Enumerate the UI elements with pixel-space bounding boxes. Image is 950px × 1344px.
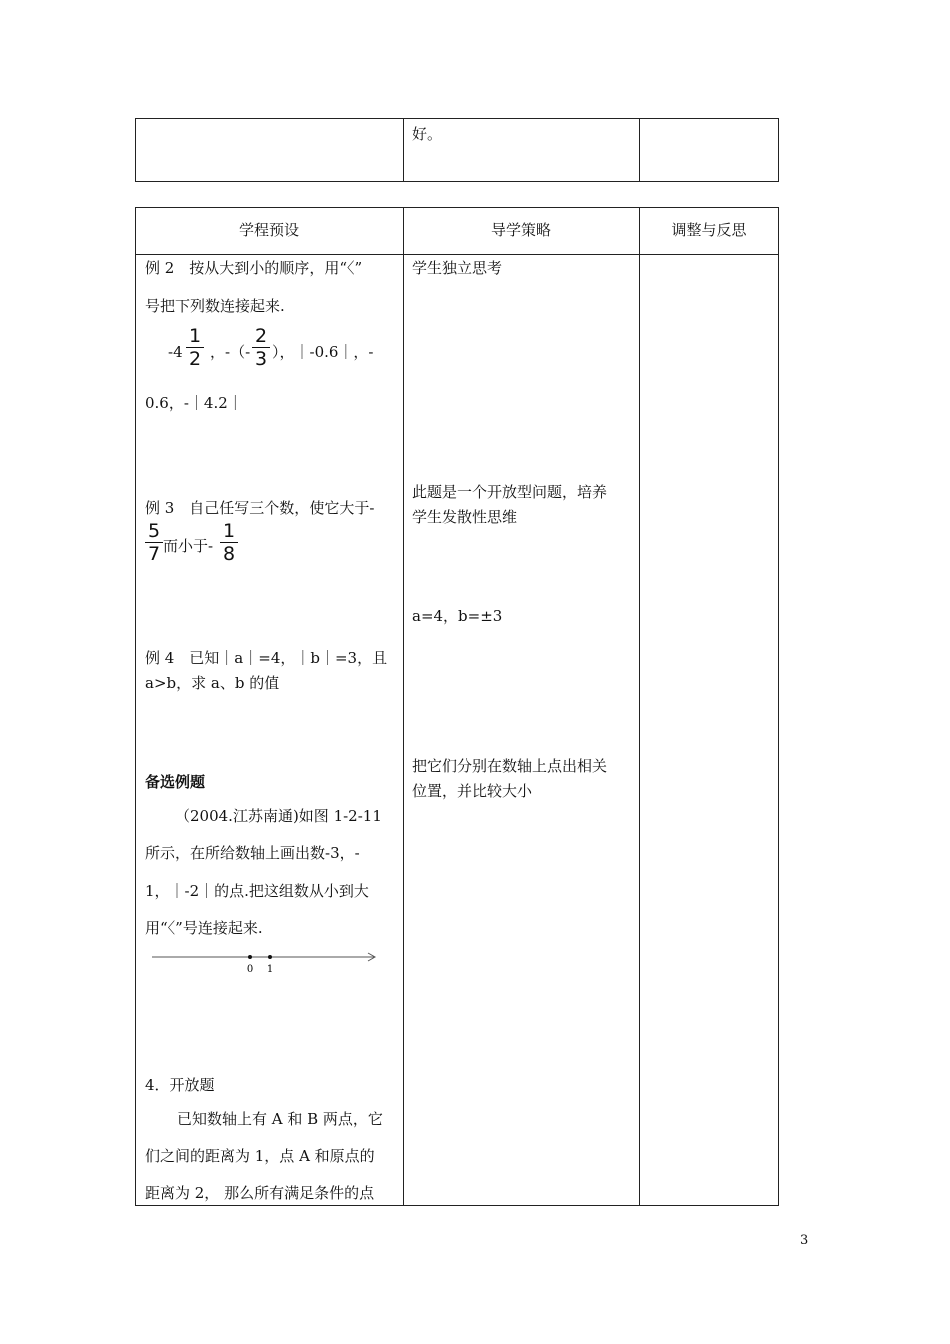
backup-line-4: 用“〈”号连接起来.	[145, 919, 263, 937]
example-2-line-2: 号把下列数连接起来.	[145, 297, 285, 315]
main-table-divider-1	[403, 207, 404, 1206]
main-table-divider-2	[639, 207, 640, 1206]
strategy-4-line-2: 位置，并比较大小	[412, 782, 533, 800]
open-question-title: 4．开放题	[145, 1076, 215, 1094]
header-bottom-line	[135, 254, 779, 255]
fraction-denominator: 8	[222, 543, 236, 565]
fraction-denominator: 2	[188, 348, 202, 370]
backup-line-2: 所示，在所给数轴上画出数-3，-	[145, 844, 360, 862]
top-table-divider-2	[639, 118, 640, 182]
top-table-divider-1	[403, 118, 404, 182]
example-4-line-2: a>b，求 a、b 的值	[145, 674, 280, 692]
fraction-two-thirds	[252, 326, 270, 369]
strategy-3: a=4，b=±3	[412, 607, 503, 625]
fraction-one-half	[186, 326, 204, 369]
header-col2: 导学策略	[490, 221, 551, 239]
top-table-col2-text: 好。	[412, 125, 443, 143]
number-line-point-0	[248, 955, 252, 959]
strategy-2-line-2: 学生发散性思维	[412, 508, 518, 526]
backup-line-1: （2004.江苏南通)如图 1-2-11	[175, 807, 382, 825]
open-question-line-1: 已知数轴上有 A 和 B 两点，它	[177, 1110, 383, 1128]
backup-line-3: 1，｜-2｜的点.把这组数从小到大	[145, 882, 369, 900]
number-line-point-1	[268, 955, 272, 959]
number-line-label-0: 0	[246, 964, 254, 975]
page-number: 3	[800, 1233, 809, 1248]
example-3-line-1: 例 3 自己任写三个数，使它大于-	[145, 499, 375, 517]
fraction-five-sevenths	[145, 521, 163, 564]
number-line-figure	[150, 948, 382, 976]
fraction-denominator: 7	[147, 543, 161, 565]
fraction-one-eighth	[220, 521, 238, 564]
fraction-numerator: 2	[254, 325, 268, 347]
strategy-1: 学生独立思考	[412, 259, 503, 277]
header-col3: 调整与反思	[671, 221, 747, 239]
example-2-line-3a: -4	[168, 343, 183, 361]
example-4-line-1: 例 4 已知｜a｜=4，｜b｜=3，且	[145, 649, 388, 667]
fraction-numerator: 1	[222, 520, 236, 542]
example-2-line-4: 0.6，-｜4.2｜	[145, 394, 243, 412]
example-2-line-1: 例 2 按从大到小的顺序，用“〈”	[145, 259, 363, 277]
header-col1: 学程预设	[238, 221, 299, 239]
example-2-line-3b: ，-（-	[210, 343, 251, 361]
fraction-numerator: 5	[147, 520, 161, 542]
fraction-denominator: 3	[254, 348, 268, 370]
number-line-label-1: 1	[266, 964, 274, 975]
top-table	[135, 118, 779, 182]
strategy-2-line-1: 此题是一个开放型问题，培养	[412, 483, 608, 501]
example-3-mid-text: 而小于-	[163, 537, 214, 555]
backup-examples-title: 备选例题	[145, 773, 206, 791]
strategy-4-line-1: 把它们分别在数轴上点出相关	[412, 757, 608, 775]
open-question-line-2: 们之间的距离为 1，点 A 和原点的	[145, 1147, 375, 1165]
example-2-line-3c: ），｜-0.6｜，-	[272, 343, 374, 361]
fraction-numerator: 1	[188, 325, 202, 347]
open-question-line-3: 距离为 2， 那么所有满足条件的点	[145, 1184, 375, 1202]
